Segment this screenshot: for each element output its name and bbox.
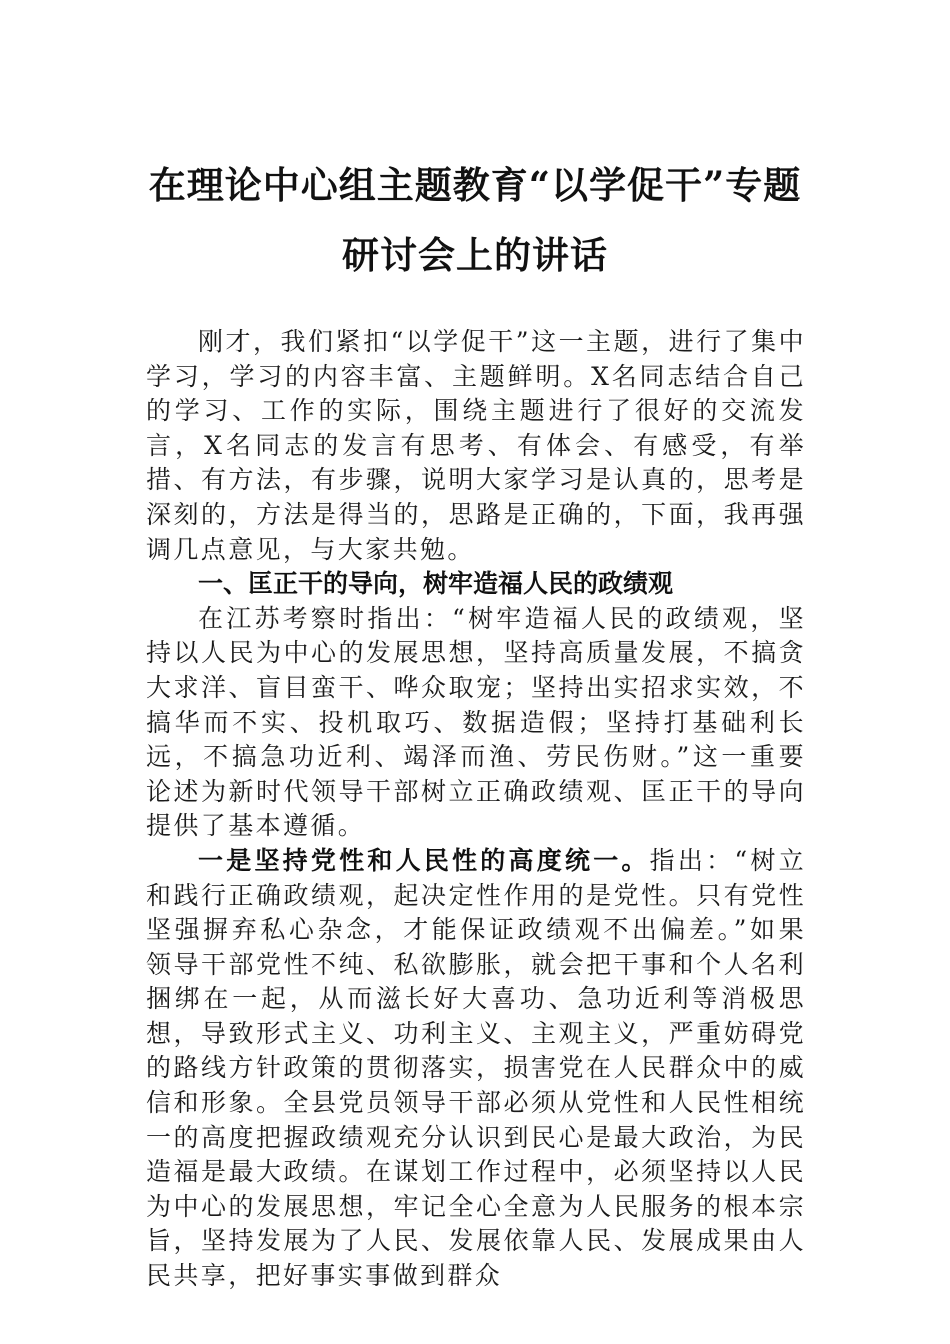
document-title-line2: 研讨会上的讲话 <box>342 233 608 277</box>
paragraph-quote: 在江苏考察时指出：“树牢造福人民的政绩观，坚持以人民为中心的发展思想，坚持高质量发展，不搞贪大求洋、盲目蛮干、哗众取宠；坚持出实招求实效，不搞华而不实、投机取巧、数据造假；坚持打基础利长远，不搞急功近利、竭泽而渔、劳民伤财。”这一重要论述为新时代领导干部树立正确政绩观、匡正干的导向提供了基本遵循。 <box>146 603 806 841</box>
paragraph-point-one <box>146 844 806 1294</box>
point-one-lead: 一是坚持党性和人民性的高度统一。 <box>198 845 650 875</box>
document-body <box>146 325 806 1294</box>
section-heading-1: 一、匡正干的导向，树牢造福人民的政绩观 <box>198 569 674 599</box>
point-one-text: 指出：“树立和践行正确政绩观，起决定性作用的是党性。只有党性坚强摒弃私心杂念，才能保证政绩观不出偏差。”如果领导干部党性不纯、私欲膨胀，就会把干事和个人名利捆绑在一起，从而滋长好大喜功、急功近利等消极思想，导致形式主义、功利主义、主观主义，严重妨碍党的路线方针政策的贯彻落实，损害党在人民群众中的威信和形象。全县党员领导干部必须从党性和人民性相统一的高度把握政绩观充分认识到民心是最大政治，为民造福是最大政绩。在谋划工作过程中，必须坚持以人民为中心的发展思想，牢记全心全意为人民服务的根本宗旨，坚持发展为了人民、发展依靠人民、发展成果由人民共享，把好事实事做到群众 <box>146 845 806 1291</box>
paragraph-opening: 刚才，我们紧扣“以学促干”这一主题，进行了集中学习，学习的内容丰富、主题鲜明。X名同志结合自己的学习、工作的实际，围绕主题进行了很好的交流发言，X名同志的发言有思考、有体会、有感受，有举措、有方法，有步骤，说明大家学习是认真的，思考是深刻的，方法是得当的，思路是正确的，下面，我再强调几点意见，与大家共勉。 <box>146 327 806 564</box>
document-title-line1: 在理论中心组主题教育“以学促干”专题 <box>148 163 802 207</box>
